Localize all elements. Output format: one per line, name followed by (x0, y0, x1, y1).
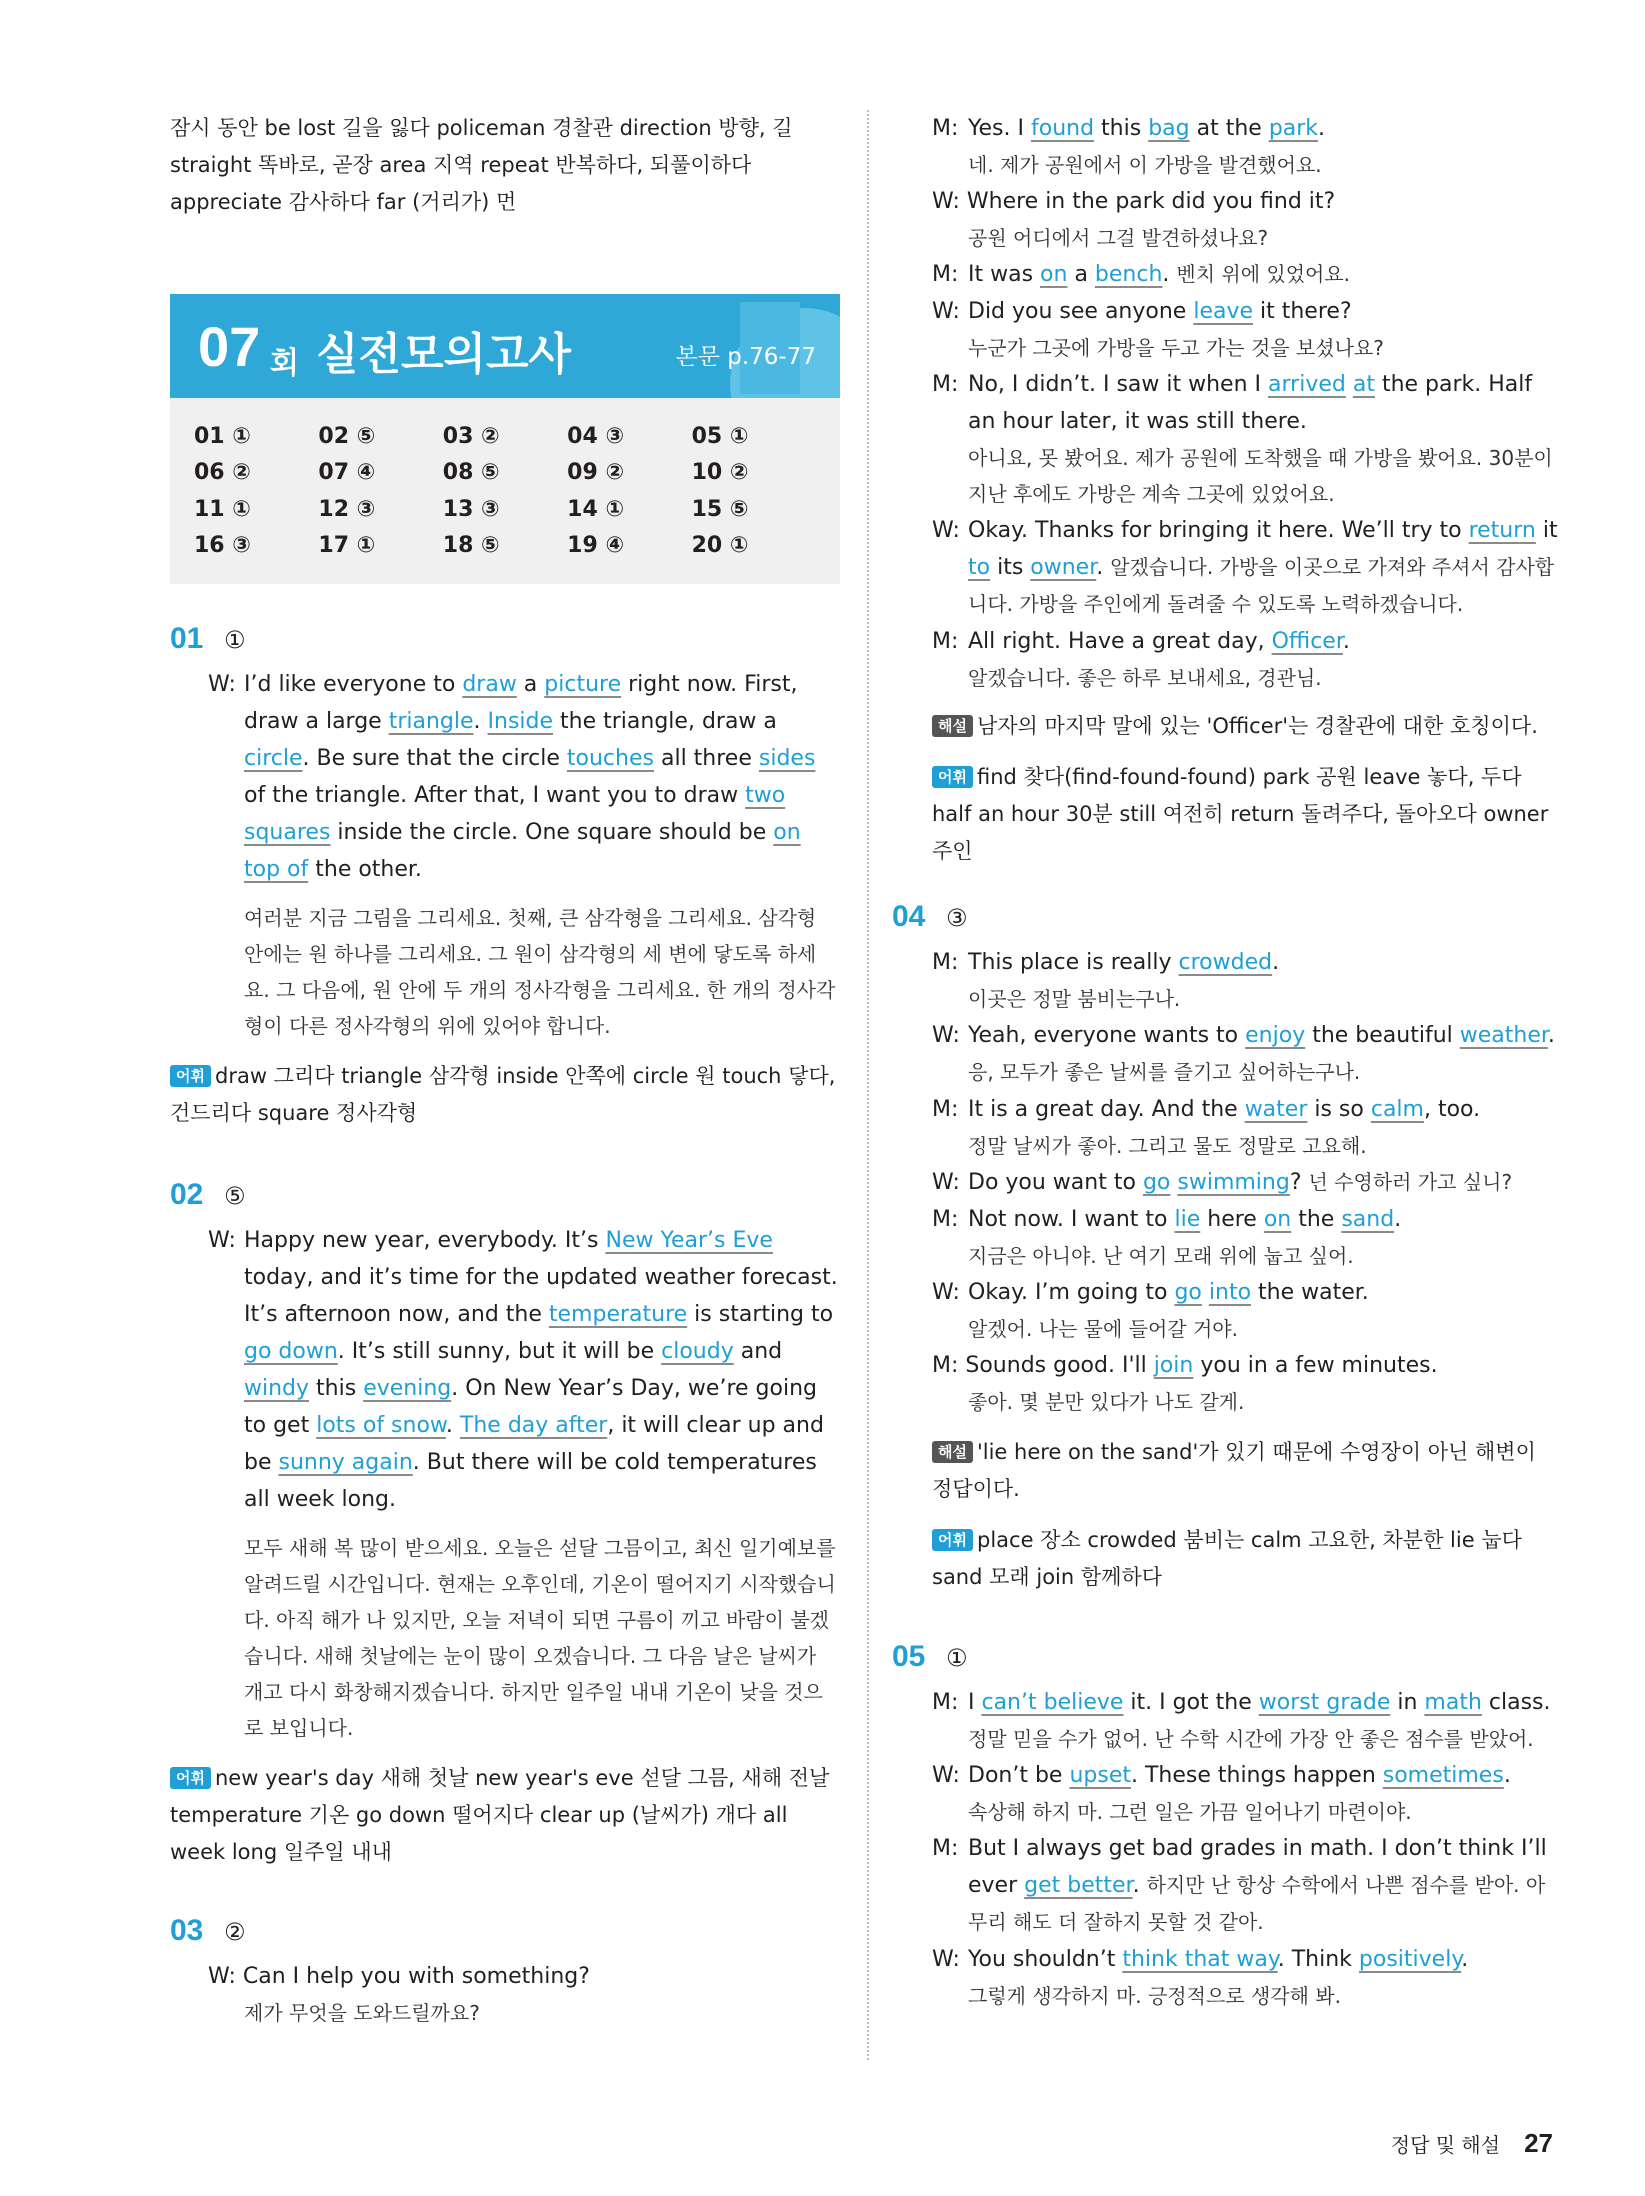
korean-translation: 제가 무엇을 도와드릴까요? (244, 2001, 480, 2025)
vocab-note (932, 1522, 1562, 1596)
dialogue-line: W: Where in the park did you find it? (932, 189, 1336, 214)
question-05 (892, 1640, 1562, 2014)
question-answer: ① (224, 626, 246, 654)
korean-translation: 속상해 하지 마. 그런 일은 가끔 일어나기 마련이야. (968, 1800, 1412, 1824)
answer-row (194, 418, 816, 455)
question-number: 04 (892, 900, 926, 933)
answer-cell: 03 ② (442, 423, 500, 449)
korean-translation: 알겠어. 나는 물에 들어갈 거야. (968, 1317, 1238, 1341)
dialogue-text: M: This place is really crowded. 이곳은 정말 붐비는구나. W: Yeah, everyone wants to enjoy the beautiful weather. 응, 모두가 좋은 날씨를 즐기고 싶어하는구나. M: It is a great day. And the water is so calm, too. 정말 날씨가 좋아. 그리고 물도 정말로 고요해. W: Do you want to go swimming? 넌 수영하러 가고 싶니? M: Not now. I want to lie here on the sand. 지금은 아니야. 난 여기 모래 위에 눕고 싶어. W: Okay. I’m going to go into the water. 알겠어. 나는 물에 들어갈 거야. M: Sounds good. I'll join you in a few minutes. 좋아. 몇 분만 있다가 나도 갈게. (932, 944, 1562, 1420)
page-footer (1391, 2128, 1553, 2159)
explanation-note (932, 1434, 1562, 1508)
answer-cell: 01 ① (194, 423, 251, 449)
explanation-note (932, 708, 1562, 745)
korean-translation: 이곳은 정말 붐비는구나. (968, 987, 1181, 1011)
dialogue-text: M: I can’t believe it. I got the worst grade in math class. 정말 믿을 수가 없어. 난 수학 시간에 가장 안 좋은 점수를 받았어. W: Don’t be upset. These things happen sometimes. 속상해 하지 마. 그런 일은 가끔 일어나기 마련이야. M: But I always get bad grades in math. I don’t think I’ll ever get better. 하지만 난 항상 수학에서 나쁜 점수를 받아. 아무리 해도 더 잘하지 못할 것 같아. W: You shouldn’t think that way. Think positively. 그렇게 생각하지 마. 긍정적으로 생각해 봐. (932, 1684, 1562, 2014)
korean-translation: 정말 날씨가 좋아. 그리고 물도 정말로 고요해. (968, 1134, 1367, 1158)
vocab-text: draw 그리다 triangle 삼각형 inside 안쪽에 circle 원 touch 닿다, 건드리다 square 정사각형 (170, 1064, 836, 1125)
question-number: 05 (892, 1640, 926, 1673)
korean-translation: 누군가 그곳에 가방을 두고 가는 것을 보셨나요? (968, 336, 1384, 360)
answer-cell: 17 ① (318, 533, 376, 559)
banner-title: 실전모의고사 (316, 329, 572, 380)
answer-cell: 05 ① (691, 423, 749, 449)
dialogue-text: W: I’d like everyone to draw a picture right now. First, draw a large triangle. Inside the triangle, draw a circle. Be sure that the circle touches all three sides of the triangle. After that, I want you to draw two squares inside the circle. One square should be on top of the other. (208, 672, 816, 882)
question-03 (170, 1914, 840, 2031)
answer-key (170, 398, 840, 584)
vocab-note (170, 1760, 840, 1871)
question-number: 01 (170, 622, 204, 655)
korean-translation: 좋아. 몇 분만 있다가 나도 갈게. (968, 1390, 1245, 1414)
banner-hoe: 회 (270, 346, 299, 381)
korean-translation: 알겠습니다. 좋은 하루 보내세요, 경관님. (968, 666, 1322, 690)
question-answer: ① (946, 1644, 968, 1672)
question-04 (892, 900, 1562, 1596)
answer-cell: 10 ② (691, 460, 749, 486)
dialogue-line: M: Sounds good. I'll (932, 1353, 1147, 1378)
answer-cell: 12 ③ (318, 496, 376, 522)
korean-translation: 네. 제가 공원에서 이 가방을 발견했어요. (968, 153, 1322, 177)
answer-cell: 14 ① (567, 496, 625, 522)
answer-row (194, 491, 816, 528)
test-banner (170, 294, 840, 398)
question-02 (170, 1178, 840, 1871)
answer-cell: 19 ④ (567, 533, 625, 559)
answer-cell: 20 ① (691, 533, 749, 559)
vocab-tag: 어휘 (932, 1529, 973, 1551)
answer-table (194, 418, 816, 564)
vocab-intro: 잠시 동안 be lost 길을 잃다 policeman 경찰관 direction 방향, 길 straight 똑바로, 곧장 area 지역 repeat 반복하다, 되풀이하다 appreciate 감사하다 far (거리가) 먼 (170, 116, 793, 214)
answer-cell: 04 ③ (567, 423, 625, 449)
answer-cell: 08 ⑤ (442, 460, 500, 486)
answer-cell: 18 ⑤ (442, 533, 500, 559)
answer-cell: 15 ⑤ (691, 496, 749, 522)
korean-translation: 공원 어디에서 그걸 발견하셨나요? (968, 226, 1269, 250)
dialogue-text: W: Happy new year, everybody. It’s New Year’s Eve today, and it’s time for the updated weather forecast. It’s afternoon now, and the temperature is starting to go down. It’s still sunny, but it will be cloudy and windy this evening. On New Year’s Day, we’re going to get lots of snow. The day after, it will clear up and be sunny again. But there will be cold temperatures all week long. (208, 1228, 838, 1512)
banner-page-ref: 본문 p.76-77 (675, 344, 816, 370)
vocab-text: new year's day 새해 첫날 new year's eve 섣달 그믐, 새해 전날 temperature 기온 go down 떨어지다 clear up (날씨가) 개다 all week long 일주일 내내 (170, 1766, 830, 1864)
vocab-tag: 어휘 (932, 766, 973, 788)
explanation-tag: 해설 (932, 715, 973, 737)
korean-translation: 정말 믿을 수가 없어. 난 수학 시간에 가장 안 좋은 점수를 받았어. (968, 1727, 1534, 1751)
answer-cell: 11 ① (194, 496, 251, 522)
explanation-text: 남자의 마지막 말에 있는 'Officer'는 경찰관에 대한 호칭이다. (976, 714, 1538, 738)
answer-row (194, 528, 816, 565)
korean-translation: 아니요, 못 봤어요. 제가 공원에 도착했을 때 가방을 봤어요. 30분이 지난 후에도 가방은 계속 그곳에 있었어요. (968, 446, 1553, 506)
answer-cell: 02 ⑤ (318, 423, 376, 449)
answer-cell: 13 ③ (442, 496, 500, 522)
korean-translation: 여러분 지금 그림을 그리세요. 첫째, 큰 삼각형을 그리세요. 삼각형 안에는 원 하나를 그리세요. 그 원이 삼각형의 세 변에 닿도록 하세요. 그 다음에, 원 안에 두 개의 정사각형을 그리세요. 한 개의 정사각형이 다른 정사각형의 위에 있어야 합니다. (244, 906, 836, 1038)
vocab-note (932, 759, 1562, 870)
column-divider (867, 110, 869, 2060)
answer-cell: 09 ② (567, 460, 625, 486)
question-03-continued: M: Yes. I found this bag at the park. 네. 제가 공원에서 이 가방을 발견했어요. W: Where in the park did you find it? 공원 어디에서 그걸 발견하셨나요? M: It was on a bench. 벤치 위에 있었어요. W: Did you see anyone leave it there? 누군가 그곳에 가방을 두고 가는 것을 보셨나요? M: No, I didn’t. I saw it when I arrived at the park. Half an hour later, it was still there. 아니요, 못 봤어요. 제가 공원에 도착했을 때 가방을 봤어요. 30분이 지난 후에도 가방은 계속 그곳에 있었어요. W: Okay. Thanks for bringing it here. We’ll try to return it to its owner. 알겠습니다. 가방을 이곳으로 가져와 주셔서 감사합니다. 가방을 주인에게 돌려줄 수 있도록 노력하겠습니다. M: All right. Have a great day, Officer. 알겠습니다. 좋은 하루 보내세요, 경관님. 해설 남자의 마지막 말에 있는 'Officer'는 경찰관에 대한 호칭이다. 어휘 find 찾다(find-found-found) park 공원 leave 놓다, 두다 half an hour 30분 still 여전히 return 돌려주다, 돌아오다 owner 주인 (932, 110, 1562, 870)
vocab-text: place 장소 crowded 붐비는 calm 고요한, 차분한 lie 눕다 sand 모래 join 함께하다 (932, 1528, 1522, 1589)
question-answer: ② (224, 1918, 246, 1946)
footer-label: 정답 및 해설 (1390, 2133, 1501, 2157)
question-number: 03 (170, 1914, 204, 1947)
dialogue-line: W: Can I help you with something? (208, 1964, 590, 1989)
question-01 (170, 622, 840, 1132)
korean-translation: 그렇게 생각하지 마. 긍정적으로 생각해 봐. (968, 1984, 1341, 2008)
explanation-tag: 해설 (932, 1441, 973, 1463)
page-number: 27 (1524, 2128, 1553, 2158)
vocab-tag: 어휘 (170, 1065, 211, 1087)
question-number: 02 (170, 1178, 204, 1211)
banner-number: 07 (198, 315, 261, 378)
question-answer: ③ (946, 904, 968, 932)
answer-cell: 16 ③ (194, 533, 251, 559)
explanation-text: 'lie here on the sand'가 있기 때문에 수영장이 아닌 해변이 정답이다. (932, 1440, 1536, 1501)
question-answer: ⑤ (224, 1182, 246, 1210)
answer-cell: 06 ② (194, 460, 251, 486)
answer-row (194, 455, 816, 492)
korean-translation: 지금은 아니야. 난 여기 모래 위에 눕고 싶어. (968, 1244, 1354, 1268)
vocab-note (170, 1058, 840, 1132)
vocab-text: find 찾다(find-found-found) park 공원 leave 놓다, 두다 half an hour 30분 still 여전히 return 돌려주다, 돌아오다 owner 주인 (932, 765, 1549, 863)
korean-translation: 모두 새해 복 많이 받으세요. 오늘은 섣달 그믐이고, 최신 일기예보를 알려드릴 시간입니다. 현재는 오후인데, 기온이 떨어지기 시작했습니다. 아직 해가 나 있지만, 오늘 저녁이 되면 구름이 끼고 바람이 불겠습니다. 새해 첫날에는 눈이 많이 오겠습니다. 그 다음 날은 날씨가 개고 다시 화창해지겠습니다. 하지만 일주일 내내 기온이 낮을 것으로 보입니다. (244, 1536, 836, 1740)
vocab-tag: 어휘 (170, 1767, 211, 1789)
answer-cell: 07 ④ (318, 460, 376, 486)
